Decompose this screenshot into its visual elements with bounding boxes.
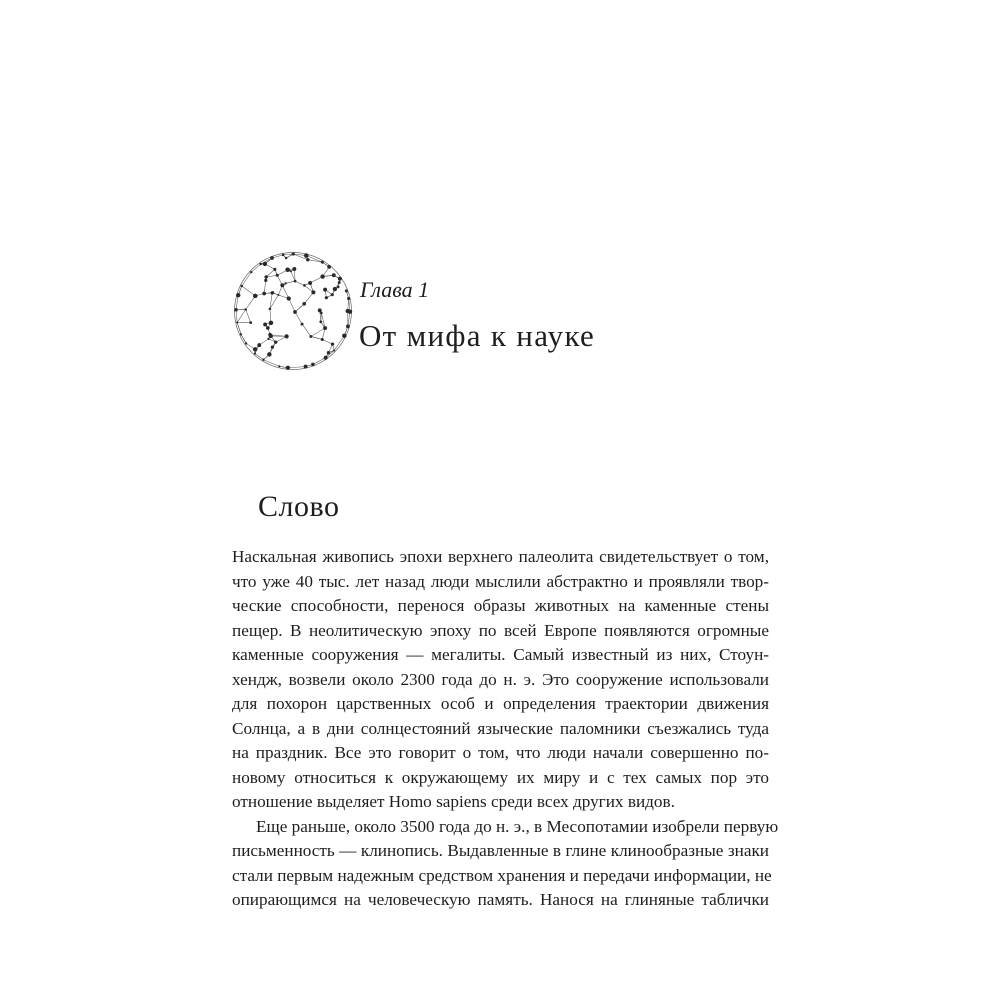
network-sphere-icon [232,250,354,372]
text-line: для похорон царственных особ и определения траектории движения [232,694,769,713]
text-line: что уже 40 тыс. лет назад люди мыслили абстрактно и проявляли твор- [232,571,769,591]
text-line: пещер. В неолитическую эпоху по всей Европе появляются огромные [232,620,769,640]
section-title: Слово [258,490,340,523]
text-line: опирающимся на человеческую память. Нанося на глиняные таблички [232,890,769,909]
text-line: новому относиться к окружающему их миру и с тех самых пор это [232,767,769,787]
text-line: Наскальная живопись эпохи верхнего палеолита свидетельствует о том, [232,547,769,566]
chapter-label: Глава 1 [360,277,430,302]
chapter-title: От мифа к науке [359,318,596,353]
body-text [232,545,779,913]
text-line: отношение выделяет Homo sapiens среди всех других видов. [232,792,675,811]
text-line: каменные сооружения — мегалиты. Самый известный из них, Стоун- [232,645,769,664]
text-line: на праздник. Все это говорит о том, что люди начали совершенно по- [232,743,769,762]
text-line: ческие способности, перенося образы животных на каменные стены [232,596,769,615]
text-line: стали первым надежным средством хранения и передачи информации, не [232,865,772,885]
text-line: письменность — клинопись. Выдавленные в глине клинообразные знаки [232,841,769,860]
chapter-header [232,250,752,380]
text-line: Еще раньше, около 3500 года до н. э., в Месопотамии изобрели первую [256,816,779,836]
text-line: хендж, возвели около 2300 года до н. э. Это сооружение использовали [232,669,769,689]
text-line: Солнца, а в дни солнцестояний языческие паломники съезжались туда [232,718,769,738]
